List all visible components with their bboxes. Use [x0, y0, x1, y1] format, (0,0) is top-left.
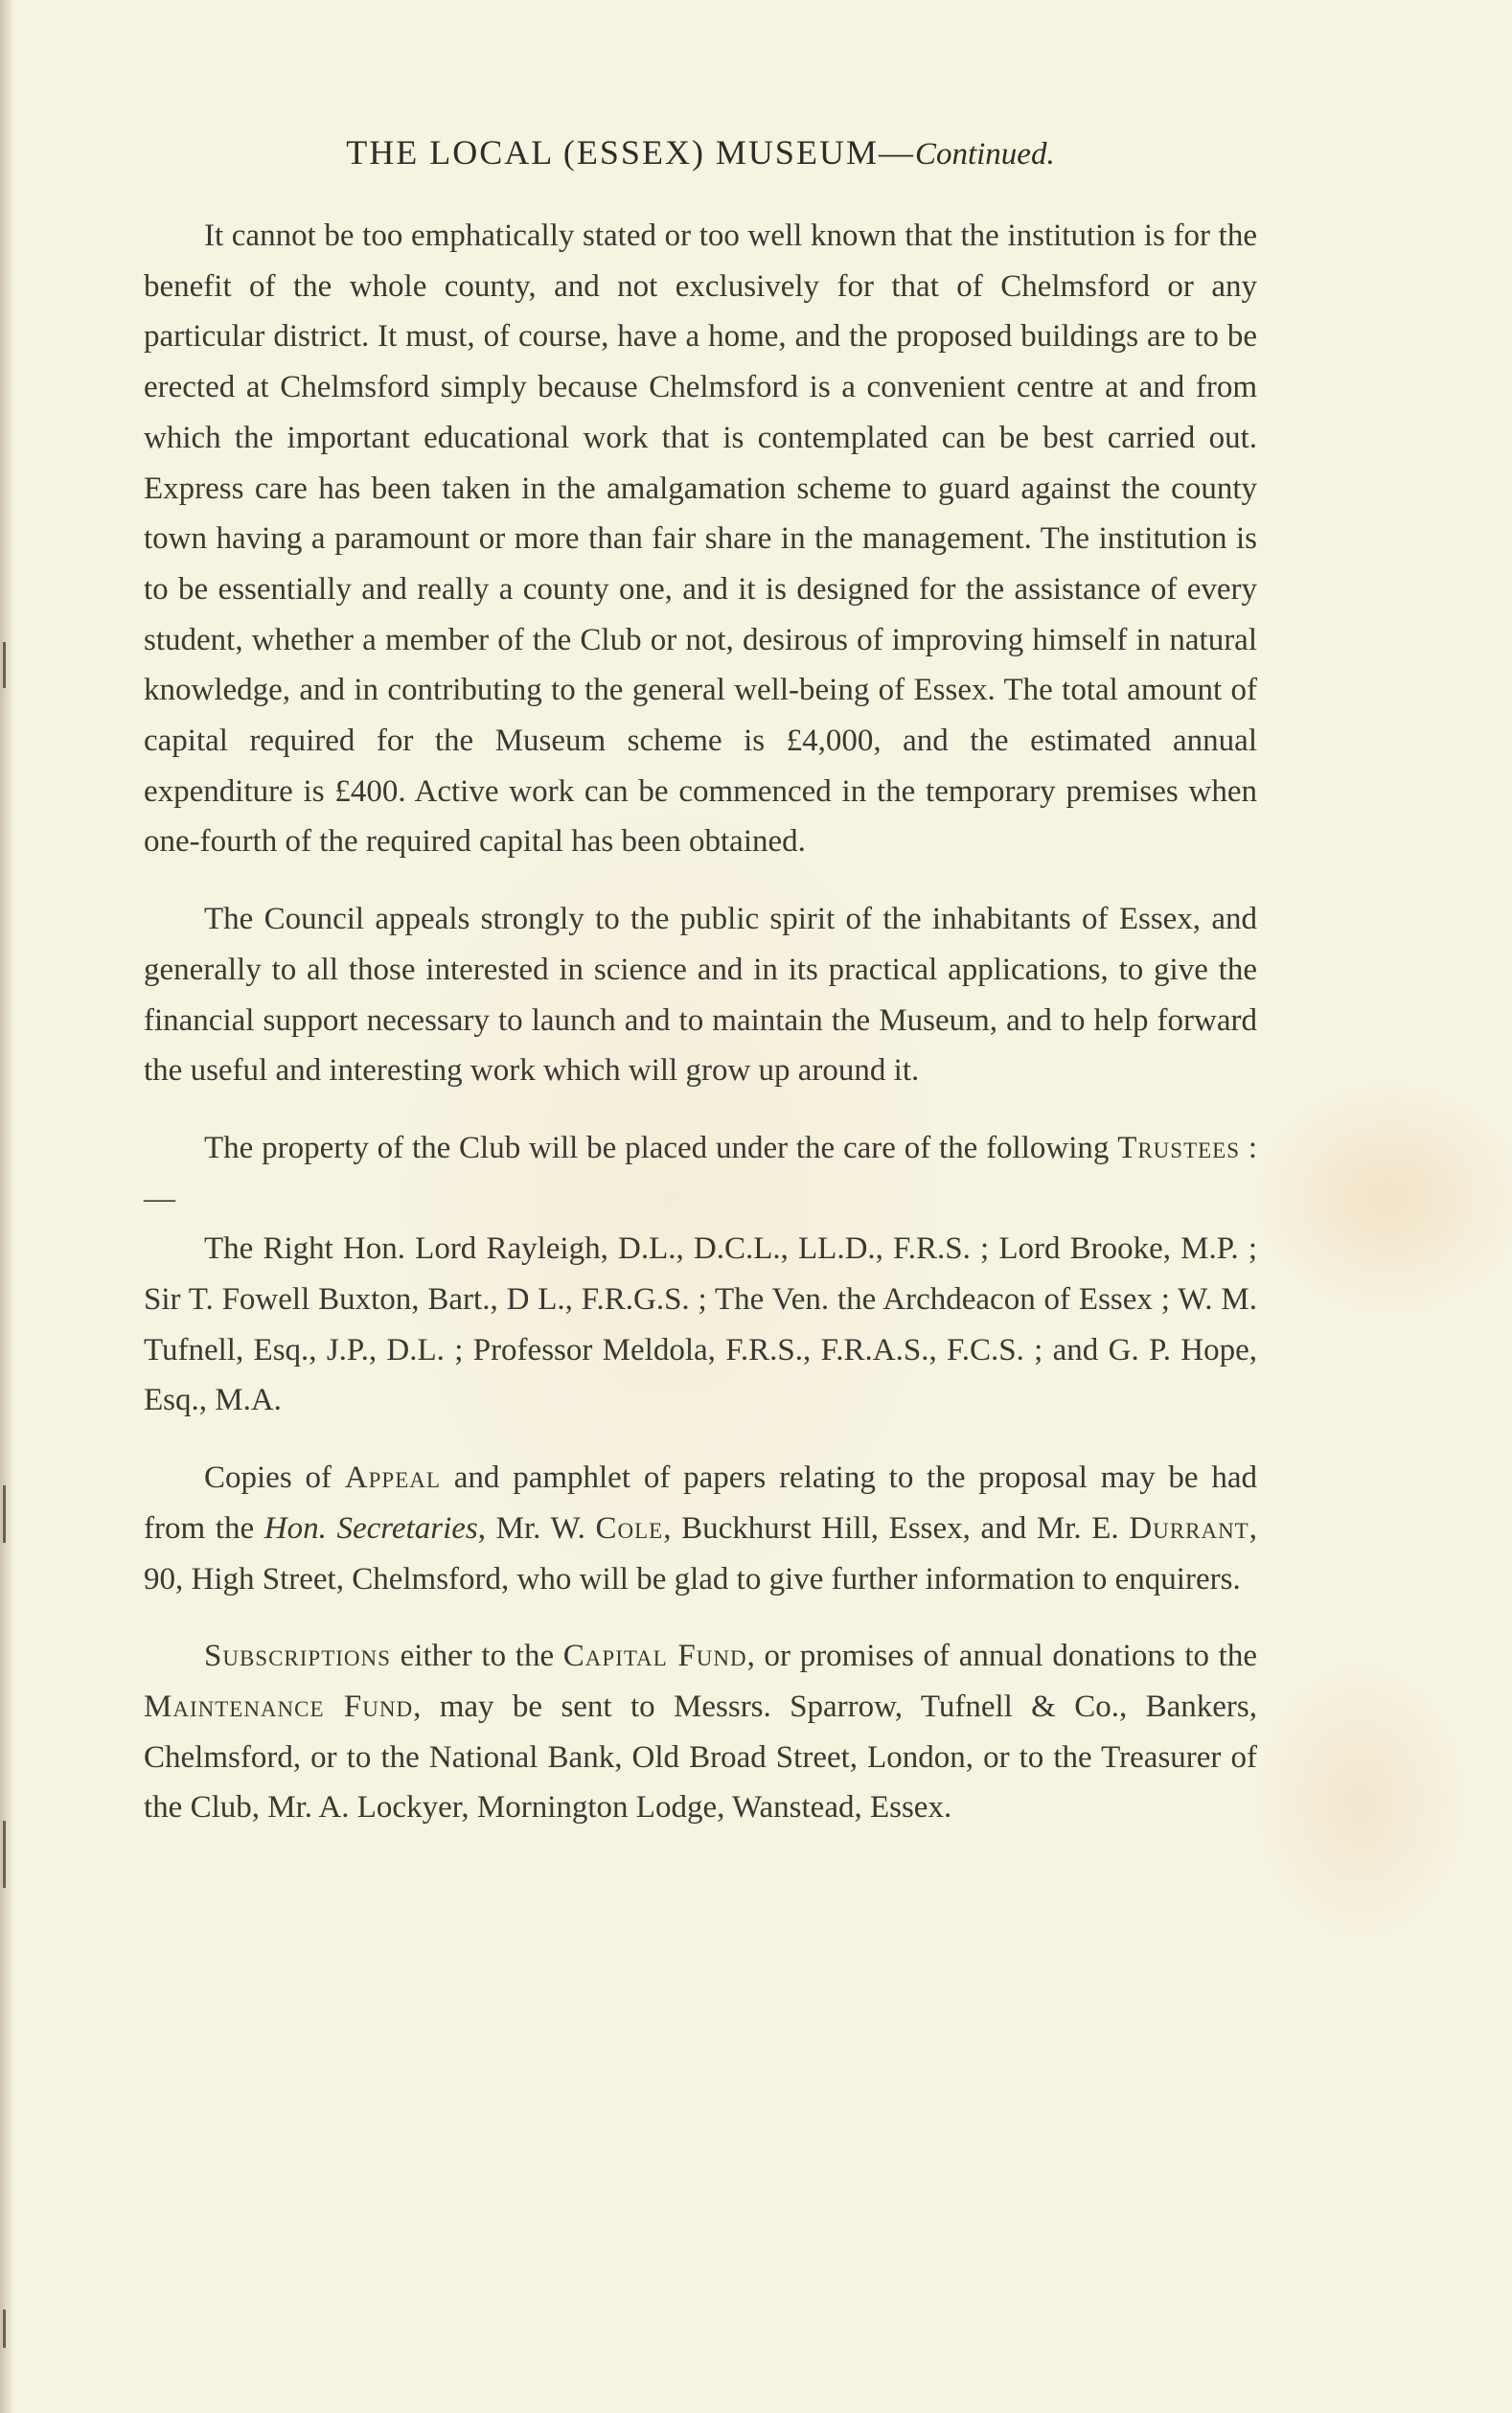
capital-fund-label: Capital Fund	[562, 1639, 747, 1674]
page-heading	[144, 132, 1257, 172]
paragraph-institution: It cannot be too emphatically stated or too well known that the institution is for the benefit of the whole county, and not exclusively for that of Chelmsford or any particular district. It must, of course, have a home, and the proposed buildings are to be erected at Chelmsford simply because Chelmsford is a convenient centre at and from which the important educational work that is contemplated can be best carried out. Express care has been taken in the amalgamation scheme to guard against the county town having a paramount or more than fair share in the management. The institution is to be essentially and really a county one, and it is designed for the assistance of every student, whether a member of the Club or not, desirous of improving himself in natural knowledge, and in contributing to the general well-being of Essex. The total amount of capital required for the Museum scheme is £4,000, and the estimated annual expenditure is £400. Active work can be commenced in the temporary premises when one-fourth of the required capital has been obtained.	[144, 218, 1257, 860]
trustees-label: Trustees	[1117, 1130, 1241, 1165]
edge-mark	[3, 1821, 6, 1888]
copies-text: , 90, High Street, Chelmsford, who will be glad to give further information to enquirers.	[144, 1510, 1257, 1597]
subscriptions-label: Subscriptions	[204, 1639, 391, 1674]
document-body	[144, 132, 1257, 1860]
appeal-label: Appeal	[344, 1460, 441, 1496]
edge-mark	[3, 1485, 6, 1543]
paragraph-trustees-list: The Right Hon. Lord Rayleigh, D.L., D.C.L., LL.D., F.R.S. ; Lord Brooke, M.P. ; Sir T. Fowell Buxton, Bart., D L., F.R.G.S. ; The Ven. the Archdeacon of Essex ; W. M. Tufnell, Esq., J.P., D.L. ; Professor Meldola, F.R.S., F.R.A.S., F.C.S. ; and G. P. Hope, Esq., M.A.	[144, 1231, 1257, 1418]
maintenance-fund-label: Maintenance Fund	[144, 1689, 414, 1724]
copies-text: , Buckhurst Hill, Essex, and Mr. E.	[663, 1510, 1130, 1546]
paragraph-subscriptions	[144, 1631, 1257, 1833]
property-lead: The property of the Club will be placed under the care of the following	[204, 1130, 1118, 1165]
paragraph-property	[144, 1123, 1257, 1224]
heading-title: THE LOCAL (ESSEX) MUSEUM—	[346, 133, 915, 172]
subscriptions-text: , or promises of annual donations to the	[746, 1639, 1258, 1674]
durrant-name: Durrant	[1129, 1510, 1249, 1546]
copies-text: Copies of	[204, 1460, 345, 1496]
paragraph-copies	[144, 1453, 1257, 1604]
cole-name: Cole	[595, 1510, 664, 1546]
hon-secretaries-label: Hon. Secretaries	[263, 1510, 478, 1546]
subscriptions-text: either to the	[390, 1639, 563, 1674]
paragraph-council-appeal: The Council appeals strongly to the public spirit of the inhabitants of Essex, and generally to all those interested in science and in its practical applications, to give the financial support necessary to launch and to maintain the Museum, and to help forward the useful and interesting work which will grow up around it.	[144, 902, 1257, 1089]
edge-mark	[3, 2310, 6, 2348]
subscriptions-text: , may be sent to Messrs. Sparrow, Tufnell & Co., Bankers, Chelmsford, or to the National Bank, Old Broad Street, London, or to the Treasurer of the Club, Mr. A. Lockyer, Mornington Lodge, Wanstead, Essex.	[144, 1689, 1257, 1826]
copies-text: and pamphlet of papers relating to the proposal may be had from the	[144, 1460, 1257, 1546]
binding-edge-shadow	[0, 0, 13, 2413]
copies-text: , Mr. W.	[477, 1510, 596, 1546]
heading-continued: Continued.	[914, 137, 1055, 172]
edge-mark	[3, 642, 6, 688]
property-tail: :—	[144, 1130, 1257, 1216]
